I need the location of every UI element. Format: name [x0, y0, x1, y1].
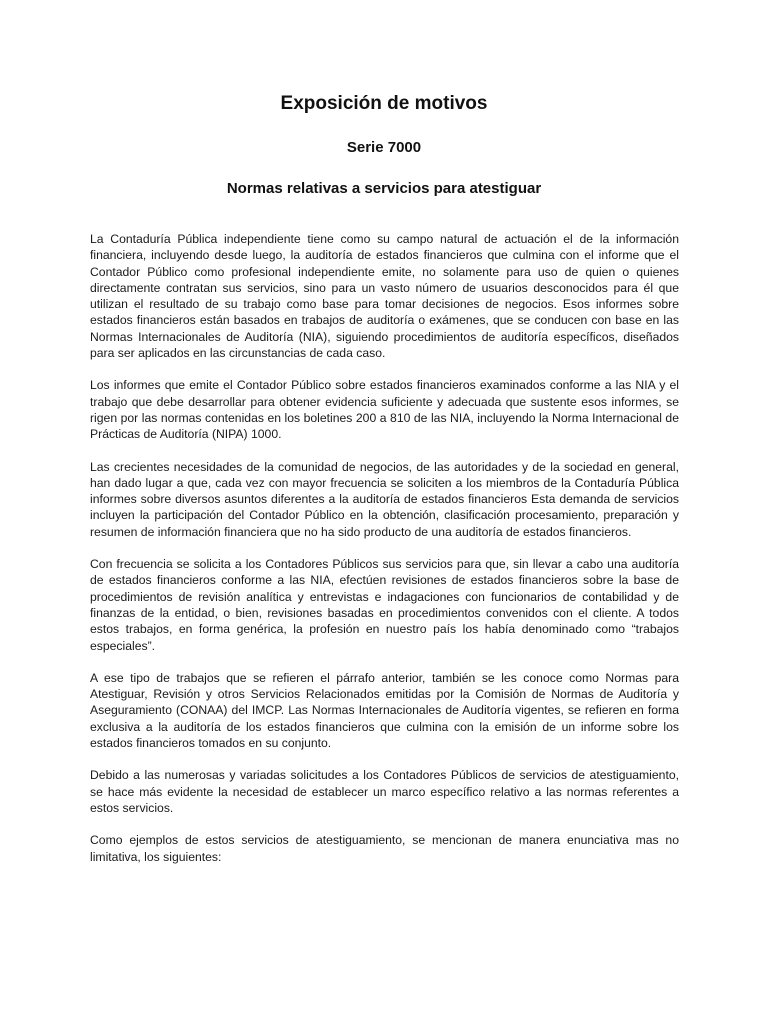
- section-heading: Normas relativas a servicios para atestiguar: [226, 180, 542, 197]
- body-text: [90, 231, 679, 881]
- document-title: Exposición de motivos: [280, 93, 488, 114]
- paragraph: Debido a las numerosas y variadas solicitudes a los Contadores Públicos de servicios de atestiguamiento, se hace más evidente la necesidad de establecer un marco específico relativo a las normas referentes a estos servicios.: [90, 768, 679, 815]
- paragraph: Con frecuencia se solicita a los Contadores Públicos sus servicios para que, sin llevar a cabo una auditoría de estados financieros conforme a las NIA, efectúen revisiones de estados financieros sobre la base de procedimientos de revisión analítica y entrevistas e indagaciones con funcionarios de contabilidad y de finanzas de la entidad, o bien, revisiones basadas en procedimientos convenidos con el cliente. A todos estos trabajos, en forma genérica, la profesión en nuestro país los había denominado como “trabajos especiales”.: [90, 557, 679, 653]
- paragraph: Las crecientes necesidades de la comunidad de negocios, de las autoridades y de la sociedad en general, han dado lugar a que, cada vez con mayor frecuencia se soliciten a los miembros de la Contaduría Pública informes sobre diversos asuntos diferentes a la auditoría de estados financieros Esta demanda de servicios incluyen la participación del Contador Público en la obtención, clasificación procesamiento, preparación y resumen de información financiera que no ha sido producto de una auditoría de estados financieros.: [90, 459, 679, 539]
- paragraph: La Contaduría Pública independiente tiene como su campo natural de actuación el de la información financiera, incluyendo desde luego, la auditoría de estados financieros que culmina con el informe que el Contador Público como profesional independiente emite, no solamente para uso de quien o quienes directamente contratan sus servicios, sino para un vasto número de usuarios desconocidos para él que utilizan el resultado de su trabajo como base para tomar decisiones de negocios. Esos informes sobre estados financieros están basados en trabajos de auditoría o exámenes, que se conducen con base en las Normas Internacionales de Auditoría (NIA), siguiendo procedimientos de auditoría específicos, diseñados para ser aplicados en las circunstancias de cada caso.: [90, 232, 679, 361]
- paragraph: A ese tipo de trabajos que se refieren el párrafo anterior, también se les conoce como Normas para Atestiguar, Revisión y otros Servicios Relacionados emitidas por la Comisión de Normas de Auditoría y Aseguramiento (CONAA) del IMCP. Las Normas Internacionales de Auditoría vigentes, se refieren en forma exclusiva a la auditoría de los estados financieros que culmina con la emisión de un informe sobre los estados financieros tomados en su conjunto.: [90, 670, 679, 751]
- series-subtitle: Serie 7000: [346, 139, 422, 156]
- paragraph: Los informes que emite el Contador Público sobre estados financieros examinados conforme a las NIA y el trabajo que debe desarrollar para obtener evidencia suficiente y adecuada que sustente esos informes, se rigen por las normas contenidas en los boletines 200 a 810 de las NIA, incluyendo la Norma Internacional de Prácticas de Auditoría (NIPA) 1000.: [90, 378, 679, 442]
- paragraph: Como ejemplos de estos servicios de atestiguamiento, se mencionan de manera enunciativa mas no limitativa, los siguientes:: [90, 833, 679, 864]
